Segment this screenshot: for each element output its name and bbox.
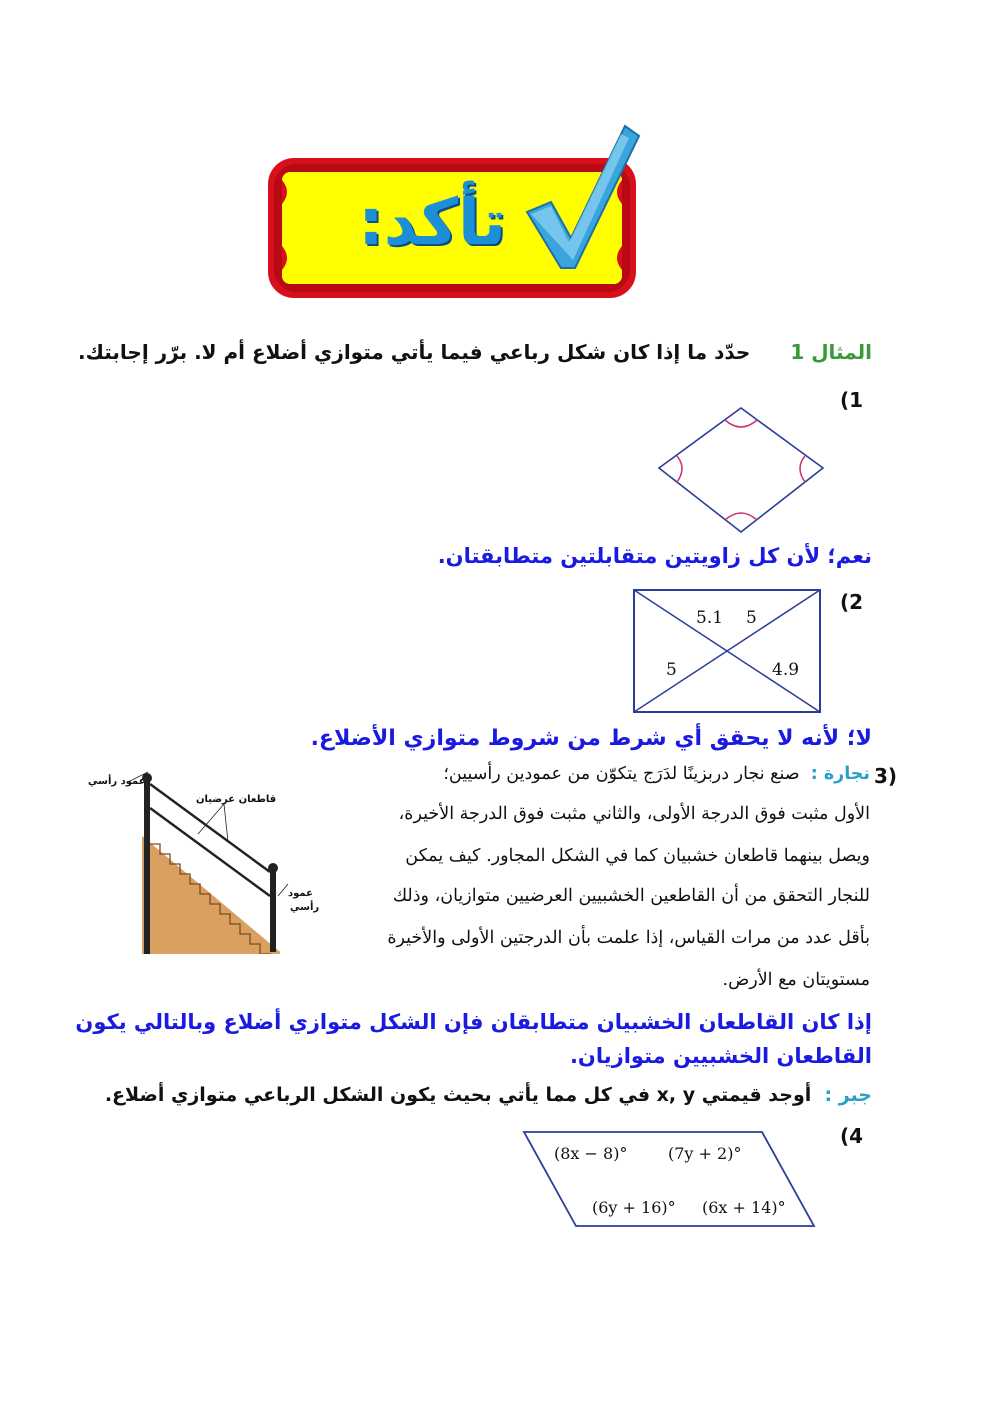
question-2-answer: لا؛ لأنه لا يحقق أي شرط من شروط متوازي الأضلاع. bbox=[310, 726, 872, 751]
carpentry-tag: نجارة : bbox=[810, 764, 870, 784]
question-3-line-6: مستويتان مع الأرض. bbox=[722, 970, 870, 990]
post-label-top: عمود رأسي bbox=[88, 776, 146, 787]
parallelogram-figure bbox=[518, 1128, 818, 1230]
question-3-text: صنع نجار دربزينًا لدَرَج يتكوّن من عمودين رأسيين؛ bbox=[443, 764, 800, 784]
question-3-answer-line-1: إذا كان القاطعان الخشبيان متطابقان فإن الشكل متوازي أضلاع وبالتالي يكون bbox=[75, 1010, 872, 1034]
diagonal-label: 5.1 bbox=[696, 608, 724, 628]
question-3-number: 3) bbox=[874, 764, 898, 788]
confirm-banner bbox=[266, 120, 638, 302]
diagonal-label: 5 bbox=[666, 660, 677, 680]
post-label-bottom: عمود bbox=[288, 888, 313, 899]
rhombus-figure bbox=[655, 404, 827, 544]
diagonal-label: 5 bbox=[746, 608, 757, 628]
rails-label: قاطعان عرضيان bbox=[196, 794, 277, 805]
question-3-line-3: ويصل بينهما قاطعان خشبيان كما في الشكل المجاور. كيف يمكن bbox=[405, 846, 870, 866]
algebra-instruction: أوجد قيمتي x, y في كل مما يأتي بحيث يكون الشكل الرباعي متوازي أضلاع. bbox=[104, 1084, 812, 1106]
algebra-instruction-line bbox=[96, 1084, 872, 1106]
question-3-line-4: للنجار التحقق من أن القاطعين الخشبيين العرضيين متوازيان، وذلك bbox=[392, 886, 870, 906]
question-1-number: (1 bbox=[840, 388, 864, 412]
angle-label: (7y + 2)° bbox=[668, 1144, 742, 1163]
algebra-tag: جبر : bbox=[824, 1084, 872, 1106]
diagonal-label: 4.9 bbox=[772, 660, 800, 680]
question-4-number: (4 bbox=[840, 1124, 864, 1148]
question-2-number: (2 bbox=[840, 590, 864, 614]
angle-label: (6x + 14)° bbox=[702, 1198, 786, 1217]
example-tag: المثال 1 bbox=[790, 340, 872, 364]
question-3-line-5: بأقل عدد من مرات القياس، إذا علمت بأن الدرجتين الأولى والأخيرة bbox=[387, 928, 870, 948]
question-3-line-2: الأول مثبت فوق الدرجة الأولى، والثاني مثبت فوق الدرجة الأخيرة، bbox=[398, 804, 870, 824]
example-instruction-line bbox=[78, 340, 872, 372]
stair-railing-figure bbox=[88, 756, 320, 954]
question-3-answer-line-2: القاطعان الخشبيين متوازيان. bbox=[569, 1044, 872, 1068]
angle-label: (8x − 8)° bbox=[554, 1144, 628, 1163]
example-instruction: حدّد ما إذا كان شكل رباعي فيما يأتي متوازي أضلاع أم لا. برّر إجابتك. bbox=[78, 340, 751, 364]
question-3-line-1 bbox=[360, 764, 870, 784]
checkmark-icon bbox=[521, 120, 641, 274]
angle-label: (6y + 16)° bbox=[592, 1198, 676, 1217]
rectangle-diagonals-figure bbox=[632, 588, 822, 714]
banner-title: تأكد: bbox=[358, 186, 506, 260]
post-label-bottom: رأسي bbox=[290, 902, 320, 913]
question-1-answer: نعم؛ لأن كل زاويتين متقابلتين متطابقتان. bbox=[437, 544, 872, 568]
